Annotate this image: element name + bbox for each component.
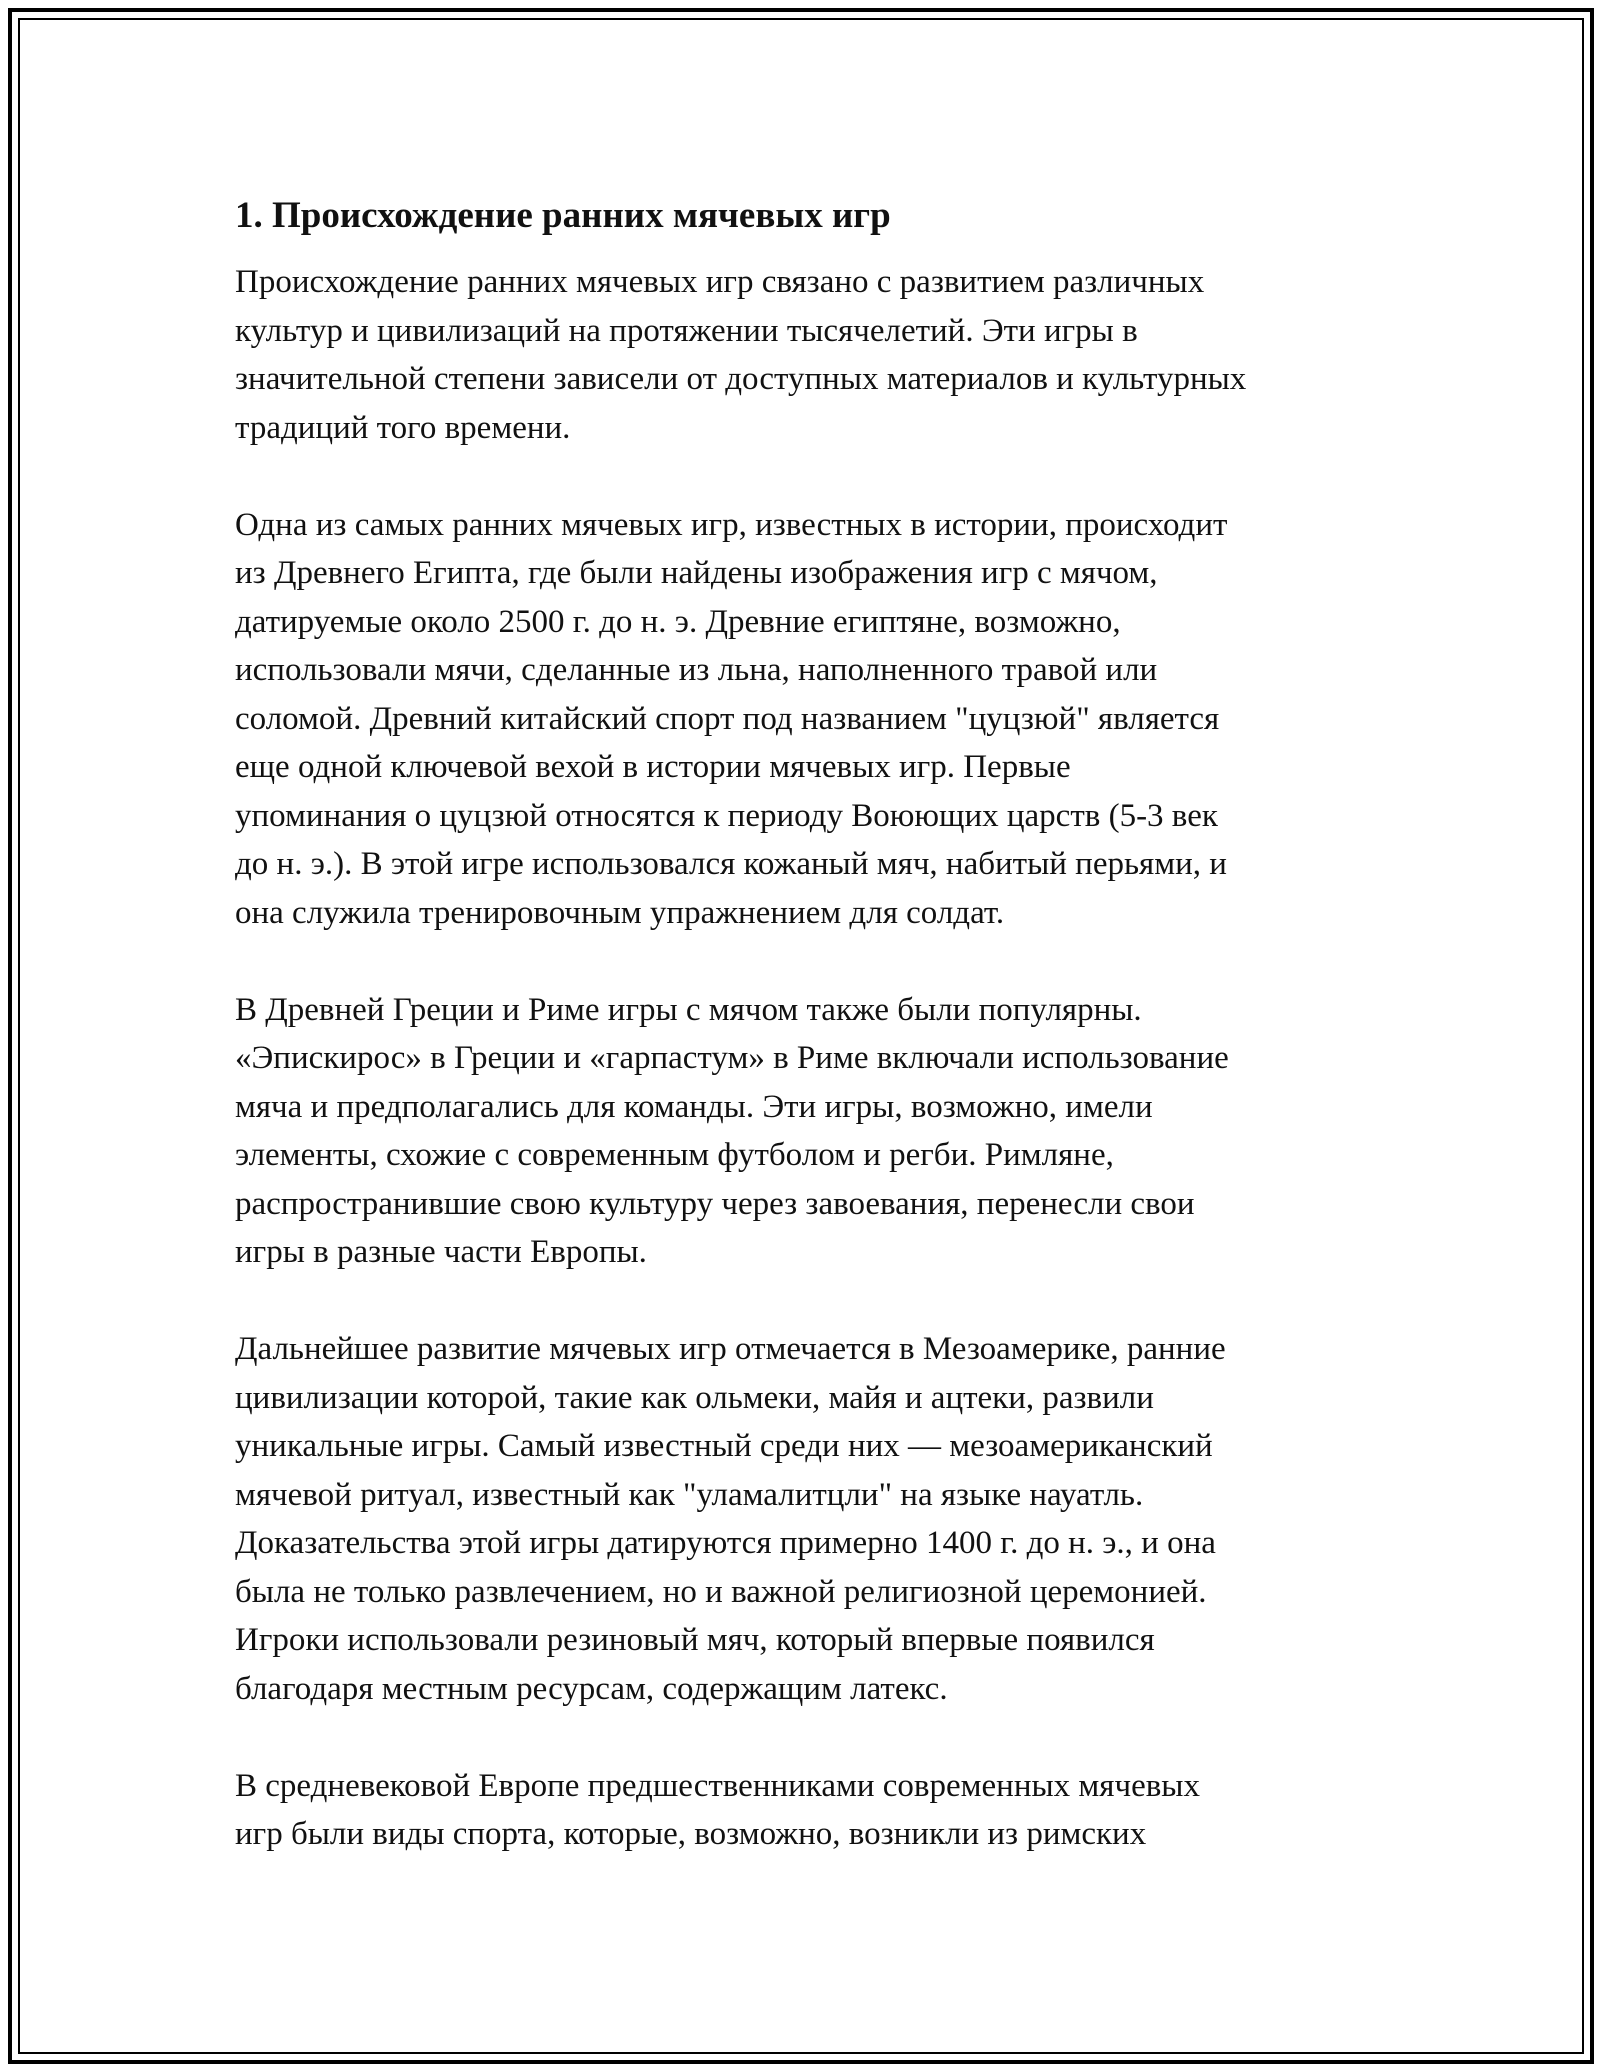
text-line: Дальнейшее развитие мячевых игр отмечается в Мезоамерике, ранние <box>235 1331 1226 1367</box>
text-line: элементы, схожие с современным футболом и регби. Римляне, <box>235 1137 1114 1173</box>
text-line: «Эпискирос» в Греции и «гарпастум» в Риме включали использование <box>235 1040 1229 1076</box>
paragraph <box>235 1762 1375 1859</box>
text-line: мячевой ритуал, известный как "уламалитцли" на языке науатль. <box>235 1476 1144 1513</box>
text-line: значительной степени зависели от доступных материалов и культурных <box>235 361 1247 397</box>
text-line: из Древнего Египта, где были найдены изображения игр с мячом, <box>235 555 1158 591</box>
text-line: распространившие свою культуру через завоевания, перенесли свои <box>235 1185 1195 1222</box>
text-line: Доказательства этой игры датируются примерно 1400 г. до н. э., и она <box>235 1525 1216 1561</box>
text-line: еще одной ключевой вехой в истории мячевых игр. Первые <box>235 749 1071 785</box>
section-heading: 1. Происхождение ранних мячевых игр <box>235 195 891 236</box>
text-line: Игроки использовали резиновый мяч, который впервые появился <box>235 1622 1155 1658</box>
text-line: благодаря местным ресурсам, содержащим латекс. <box>235 1670 948 1707</box>
text-line: она служила тренировочным упражнением для солдат. <box>235 894 1005 931</box>
text-line: до н. э.). В этой игре использовался кожаный мяч, набитый перьями, и <box>235 846 1227 882</box>
text-line: традиций того времени. <box>235 409 571 446</box>
text-line: Одна из самых ранних мячевых игр, известных в истории, происходит <box>235 506 1228 543</box>
text-line: мяча и предполагались для команды. Эти игры, возможно, имели <box>235 1088 1153 1125</box>
text-line: упоминания о цуцзюй относятся к периоду Воюющих царств (5-3 век <box>235 797 1218 834</box>
text-line: культур и цивилизаций на протяжении тысячелетий. Эти игры в <box>235 312 1138 349</box>
text-line: Происхождение ранних мячевых игр связано с развитием различных <box>235 264 1205 300</box>
text-line: В Древней Греции и Риме игры с мячом также были популярны. <box>235 991 1142 1028</box>
paragraph <box>235 986 1375 1277</box>
text-line: игры в разные части Европы. <box>235 1234 647 1270</box>
text-line: игр были виды спорта, которые, возможно, возникли из римских <box>235 1816 1147 1852</box>
text-line: использовали мячи, сделанные из льна, наполненного травой или <box>235 652 1158 688</box>
text-line: соломой. Древний китайский спорт под названием "цуцзюй" является <box>235 700 1220 737</box>
paragraph-container <box>235 258 1375 1859</box>
paragraph <box>235 1325 1375 1713</box>
text-line: уникальные игры. Самый известный среди них — мезоамериканский <box>235 1428 1213 1464</box>
text-line: датируемые около 2500 г. до н. э. Древние египтяне, возможно, <box>235 603 1121 640</box>
text-line: была не только развлечением, но и важной религиозной церемонией. <box>235 1573 1207 1610</box>
text-line: В средневековой Европе предшественниками современных мячевых <box>235 1767 1200 1804</box>
paragraph <box>235 258 1375 452</box>
paragraph <box>235 501 1375 938</box>
text-line: цивилизации которой, такие как ольмеки, майя и ацтеки, развили <box>235 1379 1154 1416</box>
document-body <box>235 186 1375 1859</box>
